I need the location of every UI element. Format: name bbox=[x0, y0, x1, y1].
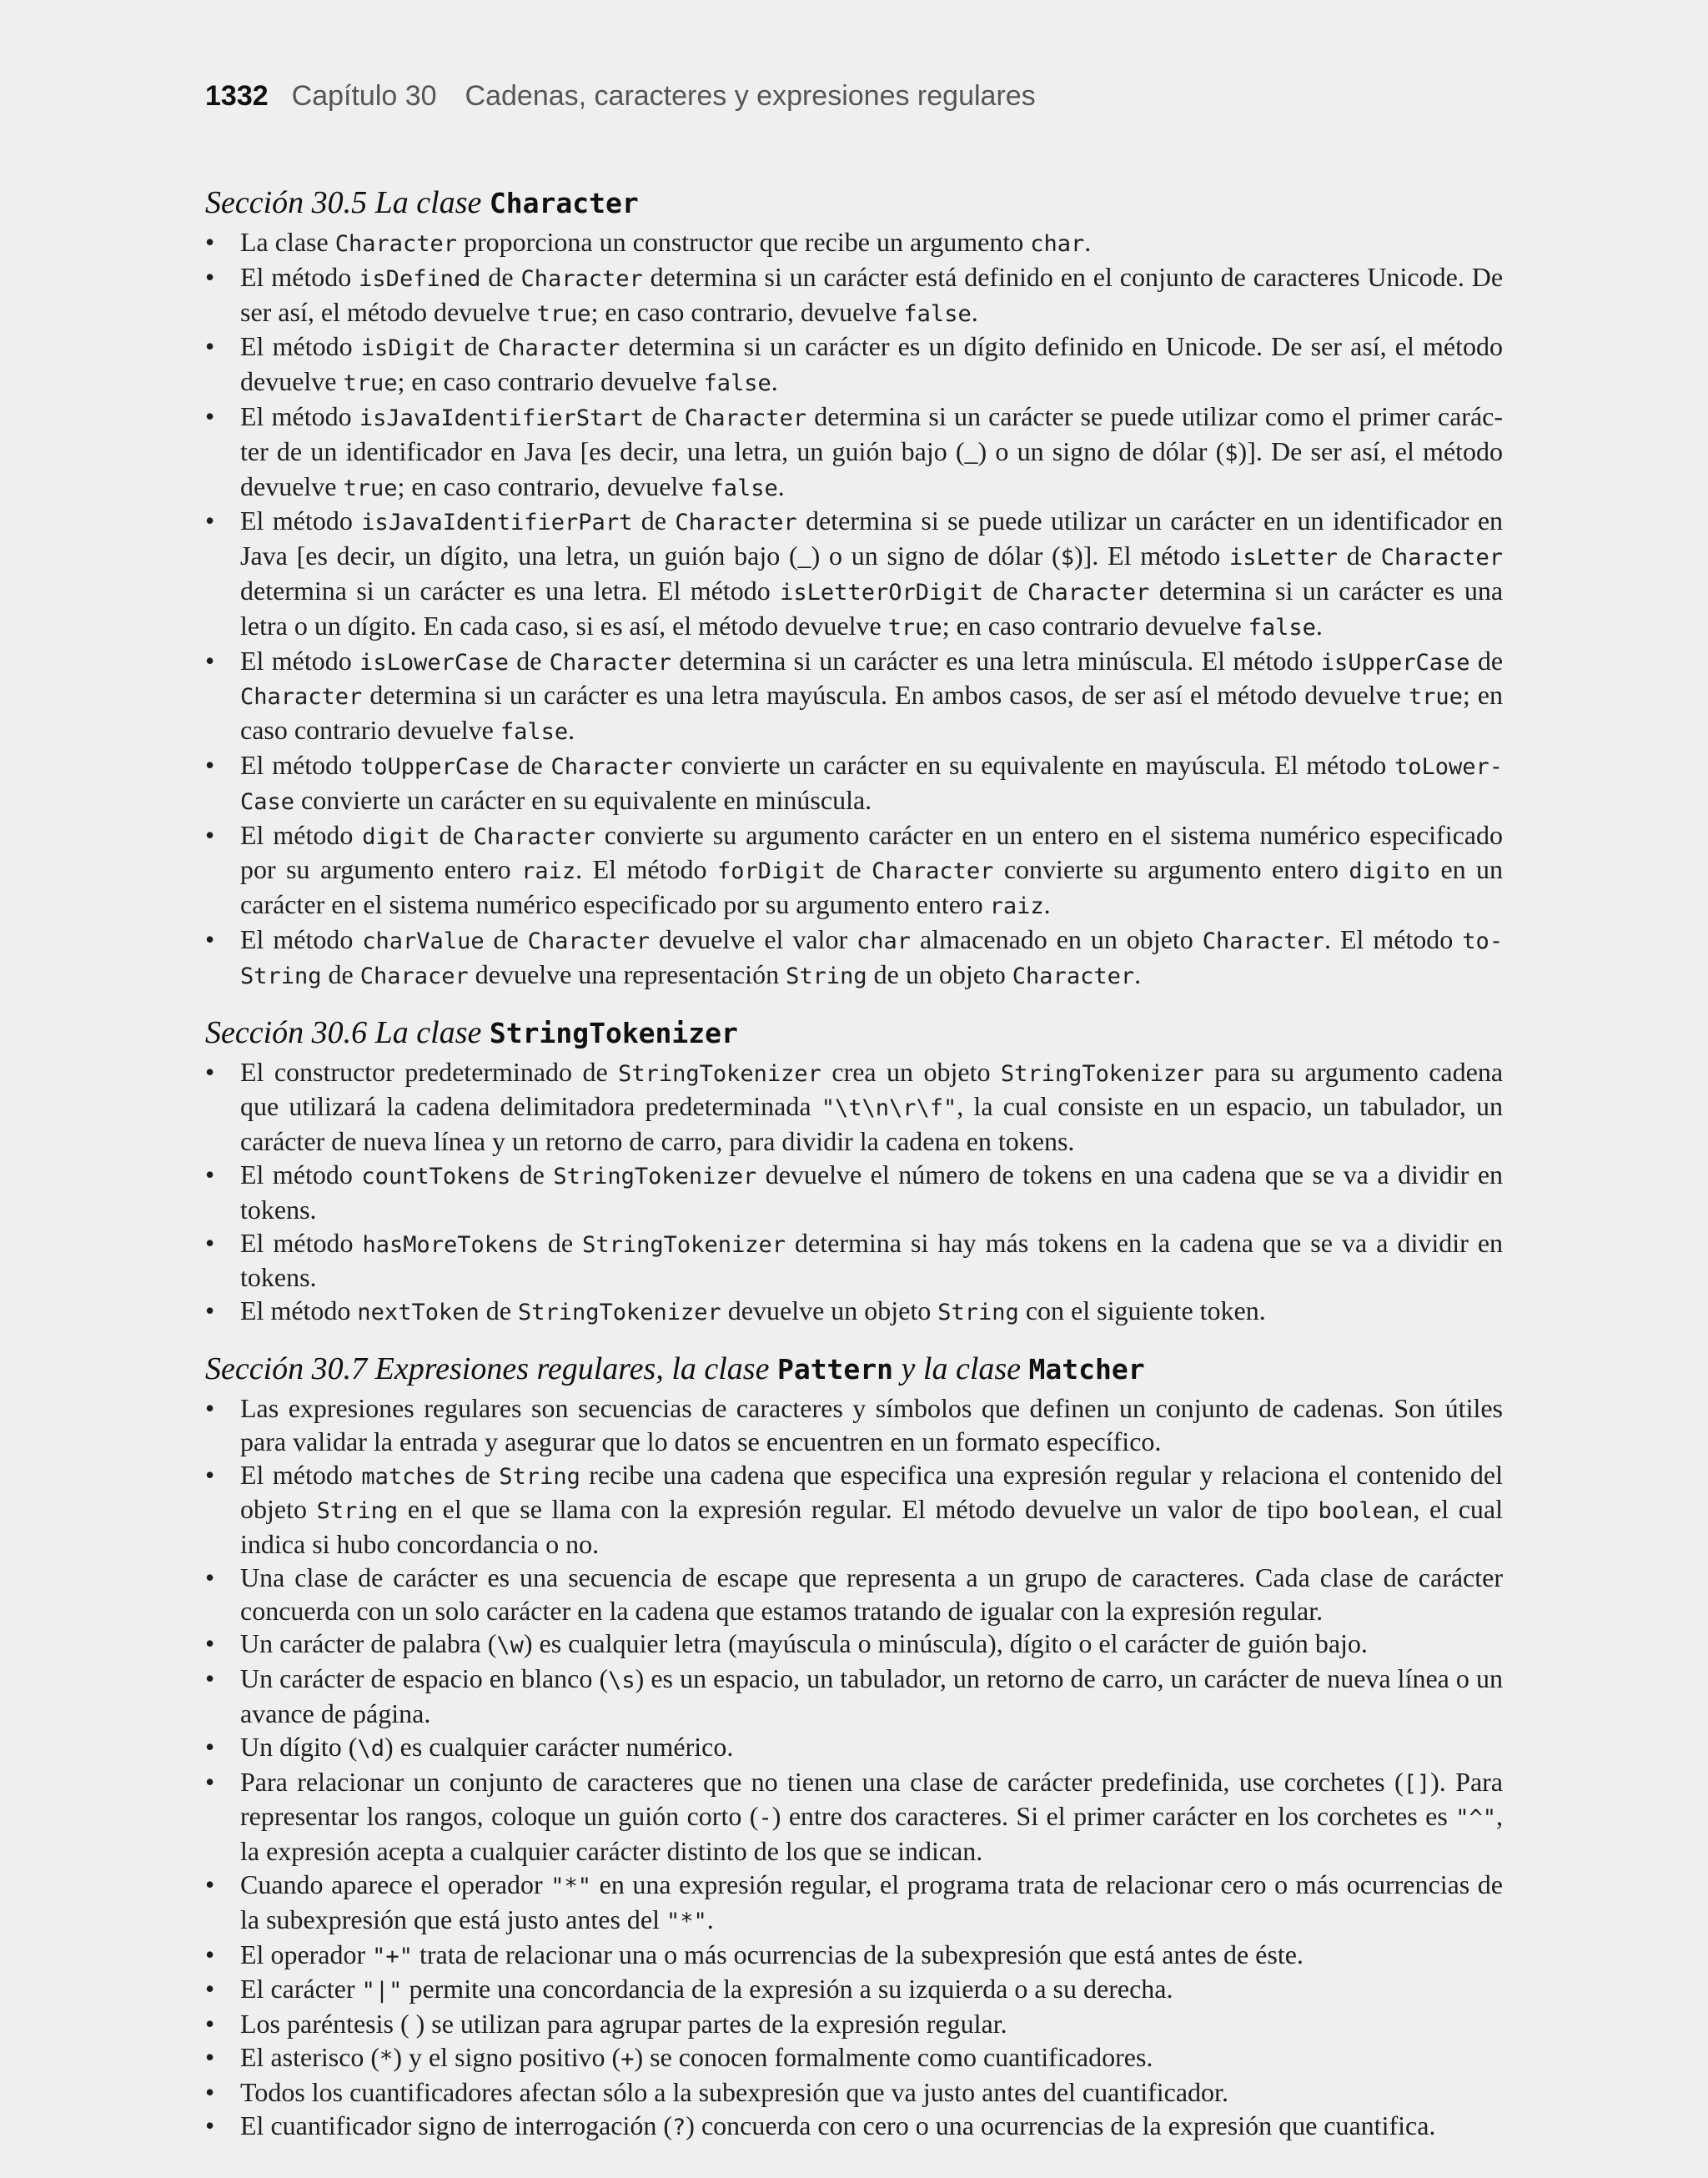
inline-code: false bbox=[710, 475, 778, 501]
bullet-item: • El método toUpperCase de Character convierte un carácter en su equivalente en mayúscula. El método toLowerCase convierte un carácter en su equivalente en minúscula. bbox=[205, 749, 1503, 819]
bullet-item: • El método nextToken de StringTokenizer devuelve un objeto String con el siguiente token. bbox=[205, 1295, 1503, 1330]
inline-code: false bbox=[903, 300, 972, 327]
inline-code: * bbox=[379, 2046, 394, 2073]
inline-code: forDigit bbox=[716, 858, 826, 885]
inline-code: hasMoreTokens bbox=[362, 1231, 539, 1258]
inline-code: matches bbox=[361, 1463, 457, 1490]
section-title-text: Sección 30.5 La clase bbox=[205, 185, 490, 220]
inline-code: char bbox=[1030, 231, 1085, 257]
bullet-item: • El método hasMoreTokens de StringTokenizer determina si hay más tokens en la cadena que se va a dividir en tokens. bbox=[205, 1227, 1503, 1295]
bullet-list bbox=[205, 226, 1503, 993]
chapter-label: Capítulo 30 bbox=[291, 80, 437, 112]
page-header bbox=[205, 80, 1036, 113]
section-30-6 bbox=[205, 1012, 1503, 1330]
section-title bbox=[205, 1012, 1503, 1054]
inline-code: Character bbox=[527, 928, 650, 954]
inline-code: String bbox=[316, 1498, 399, 1525]
inline-code: Character bbox=[1202, 928, 1325, 954]
section-title-code: Matcher bbox=[1028, 1352, 1145, 1386]
inline-code: Character bbox=[240, 684, 363, 711]
section-title-code: Character bbox=[489, 187, 639, 219]
bullet-item: • El método isLowerCase de Character determina si un carácter es una letra minúscula. El método isUpperCase de Character determina si un carácter es una letra mayúscula. En ambos casos, de ser así el método devuelve true; en caso contrario devuelve false. bbox=[205, 645, 1503, 749]
inline-code: String bbox=[937, 1300, 1019, 1326]
inline-code: isJavaIdentifierStart bbox=[359, 405, 645, 431]
inline-code: digito bbox=[1349, 858, 1430, 885]
inline-code: Character bbox=[675, 510, 797, 536]
inline-code: - bbox=[758, 1805, 772, 1832]
section-title-code: Pattern bbox=[776, 1352, 894, 1386]
inline-code: true bbox=[887, 614, 942, 641]
bullet-item: • El carácter "|" permite una concordancia de la expresión a su izquierda o a su derecha. bbox=[205, 1973, 1503, 2008]
bullet-item: • El constructor predeterminado de StringTokenizer crea un objeto StringTokenizer para su argumento cadena que utilizará la cadena delimitadora predeterminada "\t\n\r\f", la cual consiste en un espacio, un tabulador, un carácter de nueva línea y un retorno de carro, para dividir la cadena en tokens. bbox=[205, 1056, 1503, 1159]
inline-code: charValue bbox=[362, 928, 485, 954]
bullet-item: • El método isDefined de Character determina si un carácter está definido en el conjunto de caracteres Unicode. De ser así, el método devuelve true; en caso contrario, devuelve false. bbox=[205, 261, 1503, 331]
inline-code: isJavaIdentifierPart bbox=[361, 510, 633, 536]
bullet-item: • El método isDigit de Character determina si un carácter es un dígito definido en Unicode. De ser así, el método devuelve true; en caso contrario devuelve false. bbox=[205, 330, 1503, 400]
inline-code: Character bbox=[1012, 963, 1135, 989]
inline-code: false bbox=[1248, 614, 1316, 641]
section-title-text: Sección 30.6 La clase bbox=[205, 1014, 490, 1050]
bullet-item: • Un carácter de espacio en blanco (\s) es un espacio, un tabulador, un retorno de carro, un carácter de nueva línea o un avance de página. bbox=[205, 1662, 1503, 1731]
inline-code: "*" bbox=[666, 1908, 707, 1934]
inline-code: + bbox=[620, 2046, 635, 2073]
inline-code: \s bbox=[608, 1667, 635, 1694]
inline-code: raiz bbox=[521, 858, 576, 885]
bullet-item: • Los paréntesis ( ) se utilizan para agrupar partes de la expresión regular. bbox=[205, 2008, 1503, 2041]
section-30-7 bbox=[205, 1348, 1503, 2145]
section-title-text: Sección 30.7 Expresiones regulares, la clase bbox=[205, 1351, 777, 1386]
bullet-item: • El cuantificador signo de interrogación (?) concuerda con cero o una ocurrencias de la expresión que cuantifica. bbox=[205, 2110, 1503, 2145]
inline-code: String bbox=[786, 963, 867, 989]
bullet-item: • El método charValue de Character devuelve el valor char almacenado en un objeto Character. El método toString de Characer devuelve una representación String de un objeto Character. bbox=[205, 923, 1503, 993]
inline-code: digit bbox=[362, 823, 430, 850]
section-title bbox=[205, 1348, 1503, 1391]
chapter-title: Cadenas, caracteres y expresiones regulares bbox=[465, 80, 1036, 112]
bullet-item: • Una clase de carácter es una secuencia de escape que representa a un grupo de caracteres. Cada clase de carácter concuerda con un solo carácter en la cadena que estamos tratando de igualar con la expresión regular. bbox=[205, 1562, 1503, 1628]
inline-code: isDefined bbox=[359, 265, 481, 292]
inline-code: Character bbox=[1380, 545, 1504, 571]
inline-code: Character bbox=[520, 265, 643, 292]
inline-code: false bbox=[500, 719, 569, 746]
inline-code: countTokens bbox=[361, 1163, 511, 1190]
bullet-item: • El método digit de Character convierte su argumento carácter en un entero en el sistema numérico especificado por su argumento entero raiz. El método forDigit de Character convierte su argumento entero digito en un carácter en el sistema numérico especificado por su argumento entero raiz. bbox=[205, 819, 1503, 923]
inline-code: boolean bbox=[1318, 1498, 1414, 1525]
section-title bbox=[205, 182, 1503, 224]
inline-code: Characer bbox=[359, 963, 469, 989]
bullet-item: • La clase Character proporciona un constructor que recibe un argumento char. bbox=[205, 226, 1503, 261]
inline-code: $ bbox=[1224, 440, 1238, 466]
bullet-item: • El método isJavaIdentifierStart de Character determina si un carácter se puede utilizar como el primer carácter de un identificador en Java [es decir, una letra, un guión bajo (_) o un signo de dólar ($)]. De ser así, el método devuelve true; en caso contrario, devuelve false. bbox=[205, 400, 1503, 505]
inline-code: "^" bbox=[1455, 1805, 1497, 1832]
inline-code: true bbox=[536, 300, 591, 327]
inline-code: true bbox=[1408, 684, 1463, 711]
bullet-list bbox=[205, 1056, 1503, 1330]
section-30-5 bbox=[205, 182, 1503, 993]
inline-code: Character bbox=[473, 823, 595, 850]
inline-code: Character bbox=[872, 858, 994, 885]
inline-code: "\t\n\r\f" bbox=[821, 1095, 957, 1122]
page-number: 1332 bbox=[205, 80, 269, 112]
inline-code: StringTokenizer bbox=[553, 1163, 757, 1190]
inline-code: Character bbox=[334, 231, 458, 257]
inline-code: String bbox=[499, 1463, 580, 1490]
bullet-item: • El método countTokens de StringTokenizer devuelve el número de tokens en una cadena que se va a dividir en tokens. bbox=[205, 1159, 1503, 1227]
inline-code: StringTokenizer bbox=[1000, 1060, 1204, 1087]
inline-code: Character bbox=[1027, 579, 1150, 606]
inline-code: toUpperCase bbox=[359, 753, 510, 780]
bullet-item: • El método matches de String recibe una cadena que especifica una expresión regular y relaciona el contenido del objeto String en el que se llama con la expresión regular. El método devuelve un valor de tipo boolean, el cual indica si hubo concordancia o no. bbox=[205, 1459, 1503, 1562]
inline-code: [] bbox=[1403, 1770, 1431, 1797]
bullet-item: • El método isJavaIdentifierPart de Character determina si se puede utilizar un carácter en un identificador en Java [es decir, un dígito, una letra, un guión bajo (_) o un signo de dólar ($)]. El método isLetter de Character determina si un carácter es una letra. El método isLetterOrDigit de Character determina si un carácter es una letra o un dígito. En cada caso, si es así, el método devuelve true; en caso contrario devuelve false. bbox=[205, 505, 1503, 644]
bullet-item: • El operador "+" trata de relacionar una o más ocurrencias de la subexpresión que está antes de éste. bbox=[205, 1939, 1503, 1974]
bullet-item: • Todos los cuantificadores afectan sólo a la subexpresión que va justo antes del cuantificador. bbox=[205, 2076, 1503, 2110]
bullet-item: • Un carácter de palabra (\w) es cualquier letra (mayúscula o minúscula), dígito o el carácter de guión bajo. bbox=[205, 1627, 1503, 1662]
inline-code: StringTokenizer bbox=[582, 1231, 786, 1258]
section-title-code: StringTokenizer bbox=[489, 1016, 738, 1049]
inline-code: StringTokenizer bbox=[618, 1060, 821, 1087]
inline-code: ? bbox=[672, 2114, 686, 2140]
inline-code: isLetter bbox=[1228, 545, 1338, 571]
inline-code: "|" bbox=[361, 1978, 403, 2004]
inline-code: Character bbox=[550, 753, 673, 780]
section-title-text: y la clase bbox=[893, 1351, 1029, 1386]
bullet-item: • Cuando aparece el operador "*" en una expresión regular, el programa trata de relacionar cero o más ocurrencias de la subexpresión que está justo antes del "*". bbox=[205, 1869, 1503, 1939]
bullet-item: • Las expresiones regulares son secuencias de caracteres y símbolos que definen un conjunto de cadenas. Son útiles para validar la entrada y asegurar que lo datos se encuentren en un formato específico. bbox=[205, 1392, 1503, 1459]
bullet-item: • Un dígito (\d) es cualquier carácter numérico. bbox=[205, 1731, 1503, 1766]
inline-code: isDigit bbox=[360, 335, 456, 362]
inline-code: Character bbox=[684, 405, 807, 431]
bullet-item: • El asterisco (*) y el signo positivo (+) se conocen formalmente como cuantificadores. bbox=[205, 2041, 1503, 2076]
inline-code: true bbox=[343, 475, 398, 501]
inline-code: Character bbox=[498, 335, 620, 362]
inline-code: true bbox=[343, 370, 398, 397]
inline-code: $ bbox=[1060, 545, 1074, 571]
inline-code: StringTokenizer bbox=[517, 1300, 721, 1326]
inline-code: isUpperCase bbox=[1320, 649, 1470, 676]
inline-code: isLowerCase bbox=[359, 649, 509, 676]
inline-code: \w bbox=[496, 1632, 524, 1659]
inline-code: isLetterOrDigit bbox=[780, 579, 983, 606]
inline-code: "+" bbox=[372, 1943, 413, 1969]
inline-code: nextToken bbox=[357, 1300, 480, 1326]
inline-code: toString bbox=[240, 928, 1504, 989]
page-content bbox=[205, 182, 1503, 2162]
inline-code: \d bbox=[357, 1735, 384, 1762]
inline-code: char bbox=[857, 928, 912, 954]
bullet-item: • Para relacionar un conjunto de caracteres que no tienen una clase de carácter predefinida, use corchetes ([]). Para representar los rangos, coloque un guión corto (-) entre dos caracteres. Si el primer carácter en los corchetes es "^", la expresión acepta a cualquier carácter distinto de los que se indican. bbox=[205, 1766, 1503, 1869]
bullet-list bbox=[205, 1392, 1503, 2145]
inline-code: "*" bbox=[550, 1874, 592, 1900]
inline-code: Character bbox=[549, 649, 672, 676]
inline-code: false bbox=[703, 370, 771, 397]
inline-code: toLowerCase bbox=[240, 753, 1504, 815]
inline-code: raiz bbox=[989, 893, 1044, 920]
